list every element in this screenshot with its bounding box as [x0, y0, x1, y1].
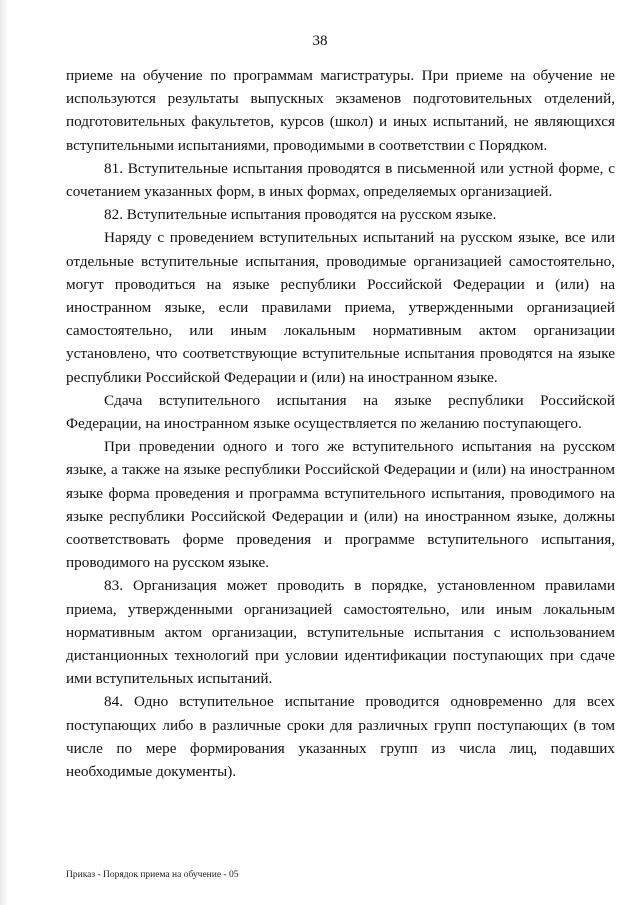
page-footer: Приказ - Порядок приема на обучение - 05	[66, 870, 239, 880]
paragraph-82-languages: Наряду с проведением вступительных испытаний на русском языке, все или отдельные вступительные испытания, проводимые организацией самостоятельно, могут проводиться на языке республики Российской Федерации и (или) на иностранном языке, если правилами приема, утвержденными организацией самостоятельно, или иным локальным нормативным актом организации установлено, что соответствующие вступительные испытания проводятся на языке республики Российской Федерации и (или) на иностранном языке.	[66, 229, 615, 386]
paragraph-81: 81. Вступительные испытания проводятся в письменной или устной форме, с сочетанием указанных форм, в иных формах, определяемых организацией.	[66, 159, 615, 201]
paragraph-82: 82. Вступительные испытания проводятся на русском языке.	[104, 206, 497, 224]
paragraph-82-same-form: При проведении одного и того же вступительного испытания на русском языке, а также на языке республики Российской Федерации и (или) на иностранном языке форма проведения и программа вступительного испытания, проводимого на языке республики Российской Федерации и (или) на иностранном языке, должны соответствовать форме проведения и программе вступительного испытания, проводимого на русском языке.	[66, 438, 615, 572]
document-body	[66, 64, 615, 783]
paragraph-82-by-request: Сдача вступительного испытания на языке республики Российской Федерации, на иностранном языке осуществляется по желанию поступающего.	[66, 391, 615, 433]
scan-edge	[0, 0, 8, 905]
paragraph-84: 84. Одно вступительное испытание проводится одновременно для всех поступающих либо в различные сроки для различных групп поступающих (в том числе по мере формирования указанных групп из числа лиц, подавших необходимые документы).	[66, 693, 615, 781]
page-number: 38	[312, 33, 328, 49]
paragraph-83: 83. Организация может проводить в порядке, установленном правилами приема, утвержденными организацией самостоятельно, или иным локальным нормативным актом организации, вступительные испытания с использованием дистанционных технологий при условии идентификации поступающих при сдаче ими вступительных испытаний.	[66, 577, 615, 688]
paragraph-continuation: приеме на обучение по программам магистратуры. При приеме на обучение не используются результаты выпускных экзаменов подготовительных отделений, подготовительных факультетов, курсов (школ) и иных испытаний, не являющихся вступительными испытаниями, проводимыми в соответствии с Порядком.	[66, 67, 615, 154]
